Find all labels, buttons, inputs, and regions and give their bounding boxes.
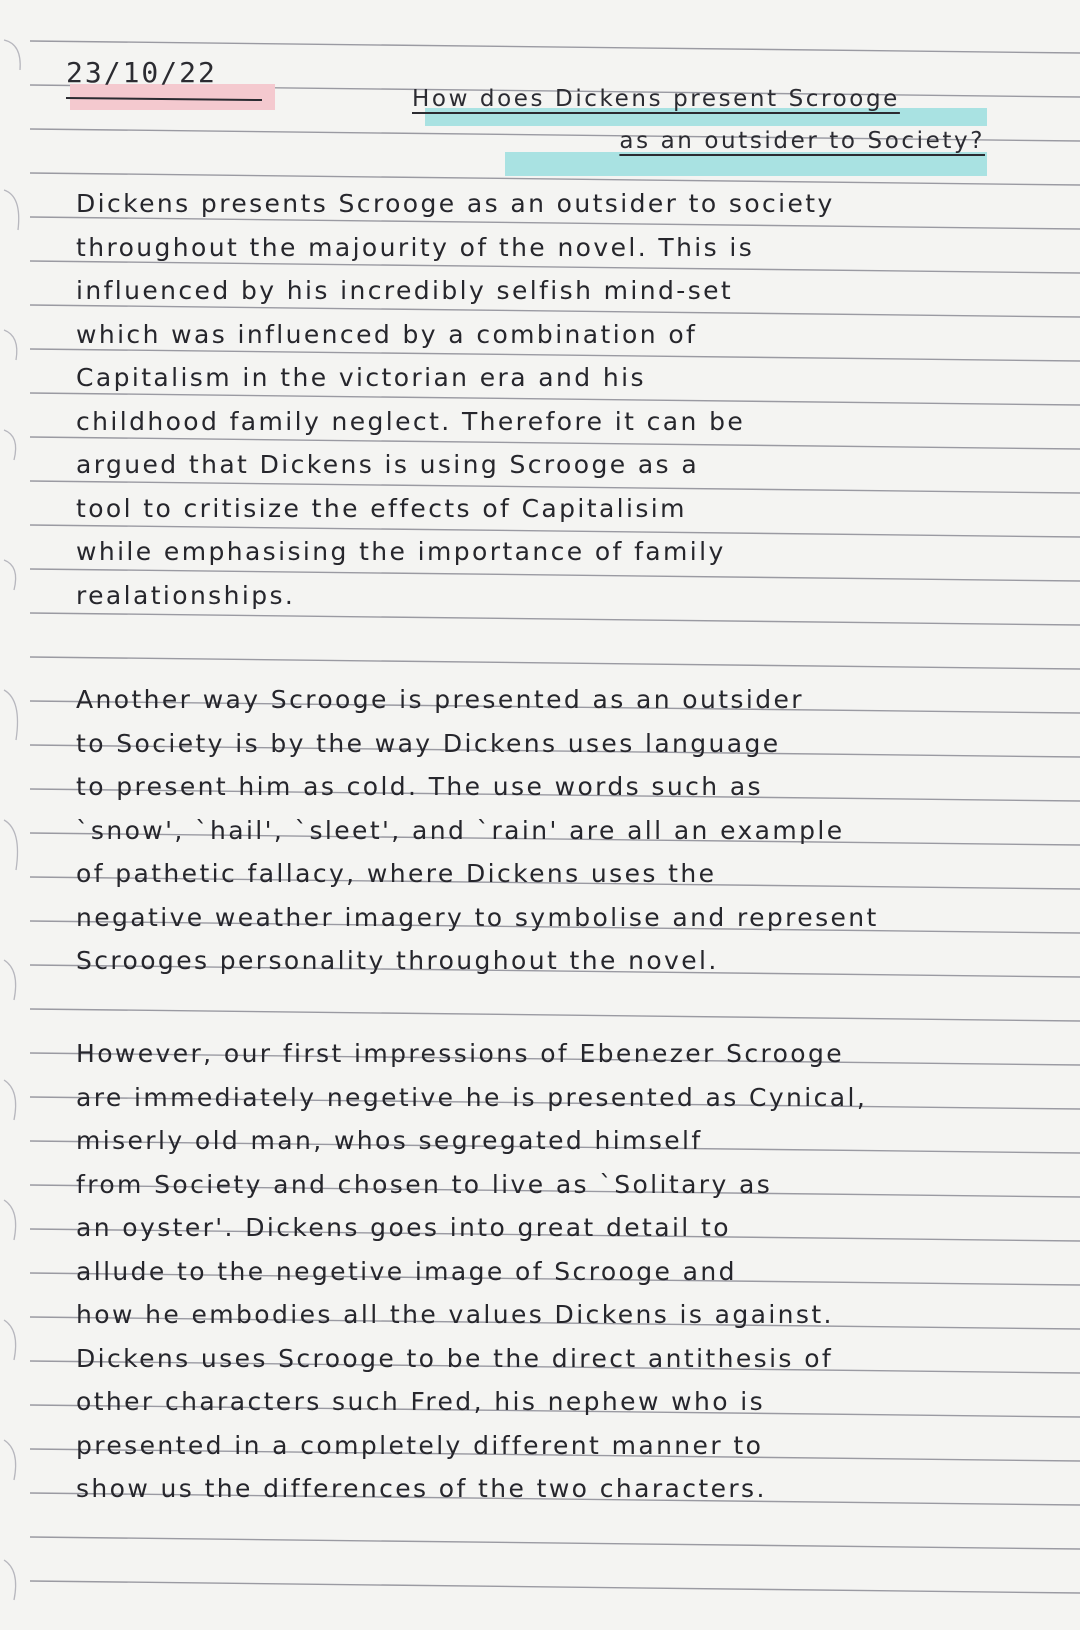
text-line bbox=[76, 1511, 1056, 1555]
paragraph-1 bbox=[76, 182, 1056, 617]
text-line: other characters such Fred, his nephew who is bbox=[76, 1387, 766, 1416]
text-line: while emphasising the importance of family bbox=[76, 537, 726, 566]
text-line: how he embodies all the values Dickens is against. bbox=[76, 1300, 834, 1329]
text-line: from Society and chosen to live as `Solitary as bbox=[76, 1169, 773, 1199]
title-highlight-2 bbox=[505, 152, 987, 176]
text-line: Dickens presents Scrooge as an outsider to society bbox=[76, 189, 835, 218]
text-line: which was influenced by a combination of bbox=[76, 319, 698, 349]
text-line: negative weather imagery to symbolise and represent bbox=[76, 902, 879, 932]
paragraph-2 bbox=[76, 678, 1056, 983]
text-line: of pathetic fallacy, where Dickens uses the bbox=[76, 859, 717, 888]
text-line: tool to critisize the effects of Capitalisim bbox=[76, 493, 687, 523]
text-line: an oyster'. Dickens goes into great detail to bbox=[76, 1213, 731, 1242]
text-line: to present him as cold. The use words such as bbox=[76, 772, 763, 801]
text-line: Capitalism in the victorian era and his bbox=[76, 363, 646, 392]
text-line: Scrooges personality throughout the novel. bbox=[76, 946, 719, 975]
text-line: childhood family neglect. Therefore it can be bbox=[76, 406, 746, 436]
date: 23/10/22 bbox=[66, 56, 217, 89]
text-line: However, our first impressions of Ebenezer Scrooge bbox=[76, 1039, 845, 1068]
text-line: show us the differences of the two characters. bbox=[76, 1474, 767, 1503]
text-line: allude to the negetive image of Scrooge and bbox=[76, 1256, 737, 1286]
text-line: throughout the majourity of the novel. This is bbox=[76, 232, 755, 262]
text-line: miserly old man, whos segregated himself bbox=[76, 1126, 703, 1155]
text-line: realationships. bbox=[76, 580, 296, 610]
essay-title-line-2: as an outsider to Society? bbox=[619, 128, 985, 154]
text-line: are immediately negetive he is presented as Cynical, bbox=[76, 1082, 868, 1112]
text-line: influenced by his incredibly selfish mind-set bbox=[76, 276, 734, 305]
text-line: Dickens uses Scrooge to be the direct antithesis of bbox=[76, 1343, 834, 1373]
text-line: Another way Scrooge is presented as an outsider bbox=[76, 685, 804, 714]
text-line: `snow', `hail', `sleet', and `rain' are all an example bbox=[76, 815, 845, 845]
text-line: presented in a completely different manner to bbox=[76, 1430, 764, 1460]
text-line: argued that Dickens is using Scrooge as a bbox=[76, 450, 700, 479]
paragraph-3 bbox=[76, 1032, 1056, 1554]
text-line: to Society is by the way Dickens uses language bbox=[76, 728, 781, 758]
essay-title-line-1: How does Dickens present Scrooge bbox=[412, 86, 900, 112]
